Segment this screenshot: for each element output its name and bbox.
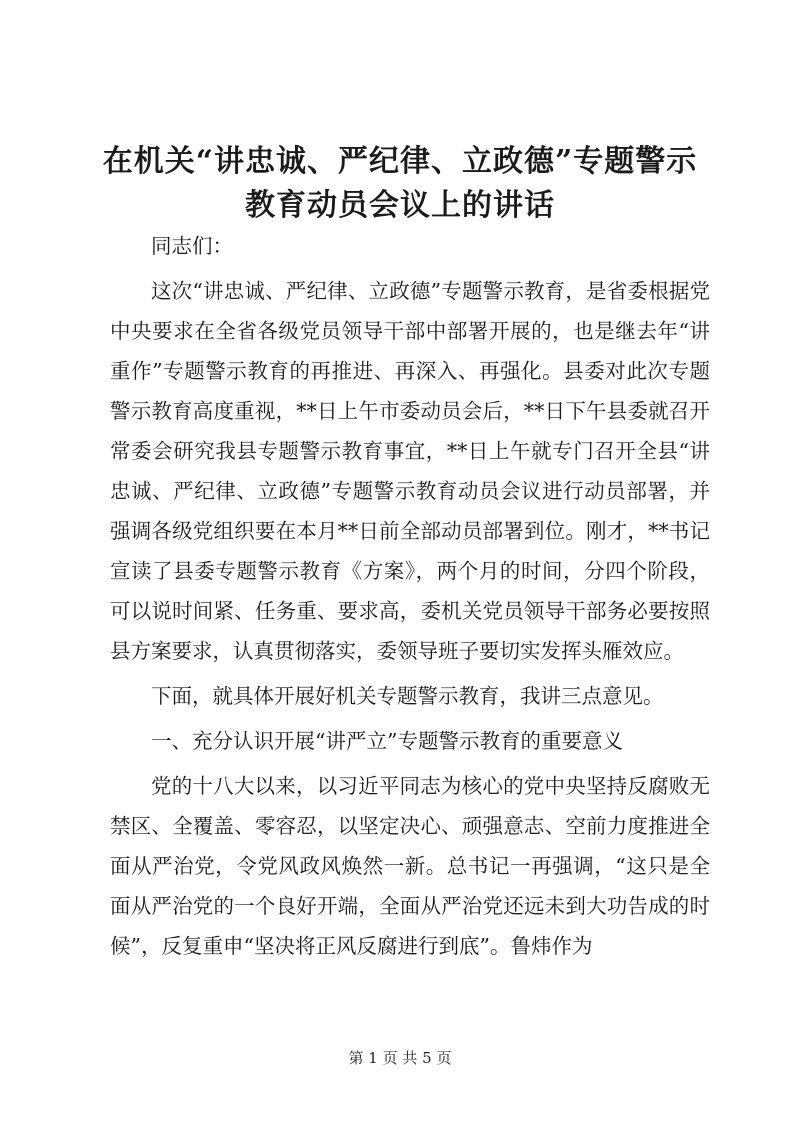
salutation: 同志们：: [151, 234, 233, 258]
document-body: [110, 226, 710, 971]
paragraph: 这次“讲忠诚、严纪律、立政德”专题警示教育，是省委根据党中央要求在全省各级党员领导干部中部署开展的，也是继去年“讲重作”专题警示教育的再推进、再深入、再强化。县委对此次专题警示教育高度重视，**日上午市委动员会后，**日下午县委就召开常委会研究我县专题警示教育事宜，**日上午就专门召开全县“讲忠诚、严纪律、立政德”专题警示教育动员会议进行动员部署，并强调各级党组织要在本月**日前全部动员部署到位。刚才，**书记宣读了县委专题警示教育《方案》，两个月的时间，分四个阶段，可以说时间紧、任务重、要求高，委机关党员领导干部务必要按照县方案要求，认真贯彻落实，委领导班子要切实发挥头雁效应。: [110, 279, 710, 663]
title-line-1: 在机关“讲忠诚、严纪律、立政德”专题警示: [102, 144, 698, 179]
page-number: 第 1 页 共 5 页: [348, 1049, 452, 1067]
title-line-2: 教育动员会议上的讲话: [245, 188, 555, 223]
document-title: [100, 140, 700, 228]
paragraph: 党的十八大以来，以习近平同志为核心的党中央坚持反腐败无禁区、全覆盖、零容忍，以坚定决心、顽强意志、空前力度推进全面从严治党，令党风政风焕然一新。总书记一再强调，“这只是全面从严治党的一个良好开端，全面从严治党还远未到大功告成的时候”，反复重申“坚决将正风反腐进行到底”。鲁炜作为: [110, 774, 710, 958]
paragraph: 下面，就具体开展好机关专题警示教育，我讲三点意见。: [151, 684, 664, 708]
page-footer: [0, 1047, 800, 1068]
section-heading: 一、充分认识开展“讲严立”专题警示教育的重要意义: [151, 729, 623, 753]
